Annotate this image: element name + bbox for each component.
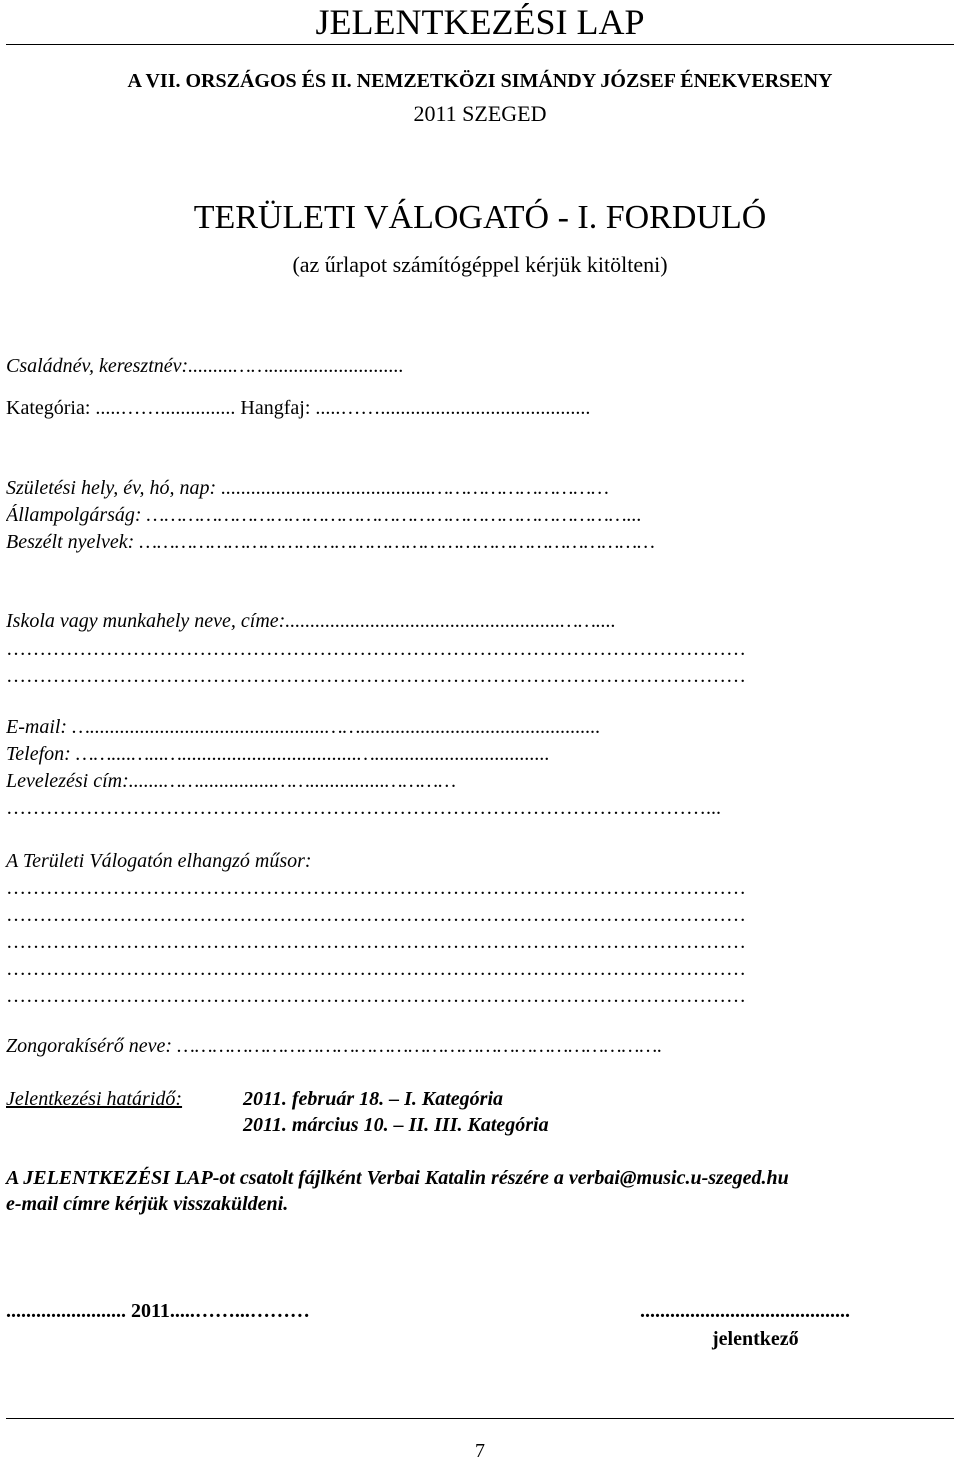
signature-label: jelentkező xyxy=(712,1328,799,1350)
phone-field[interactable]: Telefon: ……....…...…...................................…................................... xyxy=(6,743,550,765)
deadline-label: Jelentkezési határidő: xyxy=(6,1088,183,1110)
signature-line[interactable]: .......................................... xyxy=(640,1300,850,1322)
school-field[interactable]: Iskola vagy munkahely neve, címe:.......................................................…….... xyxy=(6,610,616,632)
deadline-second: 2011. március 10. – II. III. Kategória xyxy=(243,1114,549,1136)
round-title: TERÜLETI VÁLOGATÓ - I. FORDULÓ xyxy=(193,199,767,236)
competition-year-city: 2011 SZEGED xyxy=(413,101,547,126)
school-line-2[interactable]: ………………………………………………………………………………………………… xyxy=(6,638,746,660)
page-number: 7 xyxy=(475,1440,485,1462)
languages-field[interactable]: Beszélt nyelvek: …………………………………………………………………………… xyxy=(6,531,655,553)
competition-name: A VII. ORSZÁGOS ÉS II. NEMZETKÖZI SIMÁNDY JÓZSEF ÉNEKVERSENY xyxy=(127,70,833,92)
footer-divider xyxy=(6,1418,954,1419)
postal-address-line-2[interactable]: ……………………………………………………………………………………………... xyxy=(6,797,721,819)
program-line[interactable]: ………………………………………………………………………………………………… xyxy=(6,985,746,1007)
category-voice-field[interactable]: Kategória: .....……............... Hangfaj: .....…….......................................... xyxy=(6,397,591,419)
birth-field[interactable]: Születési hely, év, hó, nap: ..........................................………………………… xyxy=(6,477,609,499)
postal-address-field[interactable]: Levelezési cím:.......……...............……...............………… xyxy=(6,770,456,792)
program-label: A Területi Válogatón elhangzó műsor: xyxy=(6,850,312,872)
program-line[interactable]: ………………………………………………………………………………………………… xyxy=(6,958,746,980)
submission-instruction-line-1: A JELENTKEZÉSI LAP-ot csatolt fájlként Verbai Katalin részére a verbai@music.u-szeged.hu xyxy=(6,1167,789,1189)
fill-instruction: (az űrlapot számítógéppel kérjük kitölteni) xyxy=(292,252,668,277)
accompanist-field[interactable]: Zongorakísérő neve: ………………………………………………………………………. xyxy=(6,1035,663,1057)
school-line-3[interactable]: ………………………………………………………………………………………………… xyxy=(6,665,746,687)
program-line[interactable]: ………………………………………………………………………………………………… xyxy=(6,904,746,926)
name-field[interactable]: Családnév, keresztnév:.........……........................... xyxy=(6,355,404,377)
page-title: JELENTKEZÉSI LAP xyxy=(315,2,645,42)
signature-date[interactable]: ........................ 2011.....……...……… xyxy=(6,1300,310,1322)
deadline-first: 2011. február 18. – I. Kategória xyxy=(243,1088,504,1110)
header-divider xyxy=(6,44,954,45)
program-line[interactable]: ………………………………………………………………………………………………… xyxy=(6,931,746,953)
citizenship-field[interactable]: Állampolgárság: ………………………………………………………………………... xyxy=(6,504,642,526)
submission-instruction-line-2: e-mail címre kérjük visszaküldeni. xyxy=(6,1193,289,1215)
program-line[interactable]: ………………………………………………………………………………………………… xyxy=(6,877,746,899)
email-field[interactable]: E-mail: …...............................................……................................................ xyxy=(6,716,601,738)
